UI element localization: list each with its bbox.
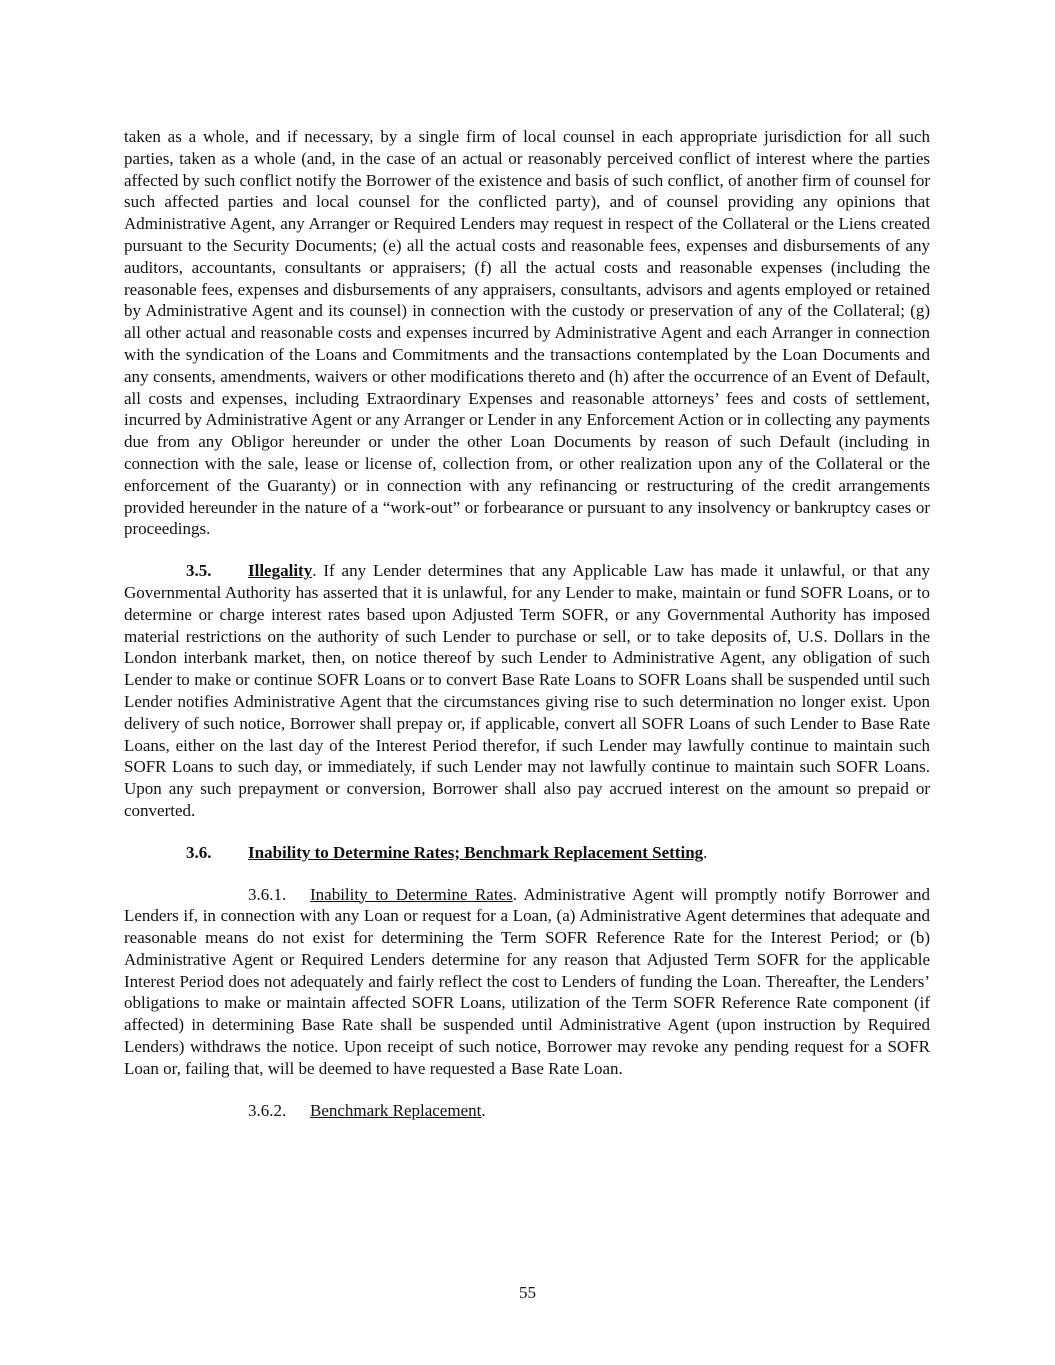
section-3-5-paragraph: [124, 560, 930, 822]
section-3-6-1-number: 3.6.1.: [248, 884, 287, 904]
section-3-6-1-paragraph: [124, 884, 930, 1080]
section-3-6-heading: [124, 842, 930, 864]
section-3-6-1-body: Administrative Agent will promptly notify Borrower and Lenders if, in connection with any Loan or request for a Loan, (a) Administrative Agent determines that adequate and reasonable means do not exist for determining the Term SOFR Reference Rate for the Interest Period; or (b) Administrative Agent or Required Lenders determine for any reason that Adjusted Term SOFR for the applicable Interest Period does not adequately and fairly reflect the cost to Lenders of funding the Loan. Thereafter, the Lenders’ obligations to make or maintain affected SOFR Loans, utilization of the Term SOFR Reference Rate component (if affected) in determining Base Rate shall be suspended until Administrative Agent (upon instruction by Required Lenders) withdraws the notice. Upon receipt of such notice, Borrower may revoke any pending request for a SOFR Loan or, failing that, will be deemed to have requested a Base Rate Loan.: [124, 884, 930, 1078]
section-3-6-2-title-punct: .: [481, 1100, 486, 1120]
section-3-6-2-heading: [124, 1100, 930, 1122]
continuation-paragraph: taken as a whole, and if necessary, by a single firm of local counsel in each appropriate jurisdiction for all such parties, taken as a whole (and, in the case of an actual or reasonably perceived conflict of interest where the parties affected by such conflict notify the Borrower of the existence and basis of such conflict, of another firm of counsel for such affected parties and local counsel for the conflicted party), and of counsel providing any opinions that Administrative Agent, any Arranger or Required Lenders may request in respect of the Collateral or the Liens created pursuant to the Security Documents; (e) all the actual costs and reasonable fees, expenses and disbursements of any auditors, accountants, consultants or appraisers; (f) all the actual costs and reasonable expenses (including the reasonable fees, expenses and disbursements of any appraisers, consultants, advisors and agents employed or retained by Administrative Agent and its counsel) in connection with the custody or preservation of any of the Collateral; (g) all other actual and reasonable costs and expenses incurred by Administrative Agent and each Arranger in connection with the syndication of the Loans and Commitments and the transactions contemplated by the Loan Documents and any consents, amendments, waivers or other modifications thereto and (h) after the occurrence of an Event of Default, all costs and expenses, including Extraordinary Expenses and reasonable attorneys’ fees and costs of settlement, incurred by Administrative Agent or any Arranger or Lender in any Enforcement Action or in collecting any payments due from any Obligor hereunder or under the other Loan Documents by reason of such Default (including in connection with the sale, lease or license of, collection from, or other realization upon any of the Collateral or the enforcement of the Guaranty) or in connection with any refinancing or restructuring of the credit arrangements provided hereunder in the nature of a “work-out” or forbearance or pursuant to any insolvency or bankruptcy cases or proceedings.: [124, 127, 930, 539]
section-3-5-title-punct: .: [312, 561, 317, 581]
section-3-6-title-punct: .: [703, 842, 708, 862]
document-page: [124, 126, 930, 1121]
section-3-6-1-title: Inability to Determine Rates: [310, 884, 513, 904]
page-number: 55: [519, 1283, 536, 1302]
section-3-5-number: 3.5.: [186, 561, 212, 581]
section-3-6-title: Inability to Determine Rates; Benchmark Replacement Setting: [248, 842, 704, 862]
section-3-6-number: 3.6.: [186, 842, 212, 862]
section-3-5-title: Illegality: [248, 561, 313, 581]
section-3-6-2-title: Benchmark Replacement: [310, 1100, 482, 1120]
section-3-5-body: If any Lender determines that any Applicable Law has made it unlawful, or that any Governmental Authority has asserted that it is unlawful, for any Lender to make, maintain or fund SOFR Loans, or to determine or charge interest rates based upon Adjusted Term SOFR, or any Governmental Authority has imposed material restrictions on the authority of such Lender to purchase or sell, or to take deposits of, U.S. Dollars in the London interbank market, then, on notice thereof by such Lender to Administrative Agent, any obligation of such Lender to make or continue SOFR Loans or to convert Base Rate Loans to SOFR Loans shall be suspended until such Lender notifies Administrative Agent that the circumstances giving rise to such determination no longer exist. Upon delivery of such notice, Borrower shall prepay or, if applicable, convert all SOFR Loans of such Lender to Base Rate Loans, either on the last day of the Interest Period therefor, if such Lender may lawfully continue to maintain such SOFR Loans to such day, or immediately, if such Lender may not lawfully continue to maintain such SOFR Loans. Upon any such prepayment or conversion, Borrower shall also pay accrued interest on the amount so prepaid or converted.: [124, 561, 930, 820]
section-3-6-1-title-punct: .: [512, 884, 517, 904]
section-3-6-2-number: 3.6.2.: [248, 1100, 287, 1120]
